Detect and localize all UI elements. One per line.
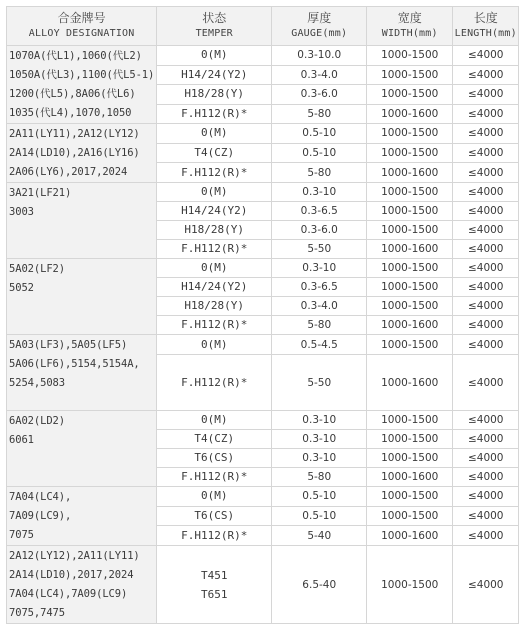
width-cell: 1000-1600 — [367, 316, 453, 335]
alloy-line: 3A21(LF21) — [9, 187, 72, 199]
table-row — [7, 46, 519, 66]
temper-cell: T6(CS) — [157, 449, 272, 468]
width-cell: 1000-1500 — [367, 46, 453, 66]
width-cell: 1000-1500 — [367, 143, 453, 163]
length-cell: ≤4000 — [453, 430, 519, 449]
alloy-line: 3003 — [9, 206, 34, 218]
width-cell: 1000-1500 — [367, 259, 453, 278]
temper-cell: F.H112(R)* — [157, 316, 272, 335]
alloy-line: 6A02(LD2) — [9, 415, 65, 427]
temper-cell: T6(CS) — [157, 506, 272, 526]
gauge-cell: 5-80 — [272, 104, 367, 124]
temper-cell: H18/28(Y) — [157, 221, 272, 240]
length-cell: ≤4000 — [453, 259, 519, 278]
gauge-cell: 0.3-10 — [272, 183, 367, 202]
alloy-line: 2A11(LY11),2A12(LY12) — [9, 128, 140, 140]
alloy-line: 7A04(LC4), — [9, 491, 72, 503]
length-cell: ≤4000 — [453, 355, 519, 411]
temper-cell: T4(CZ) — [157, 143, 272, 163]
length-cell: ≤4000 — [453, 85, 519, 105]
width-cell: 1000-1500 — [367, 297, 453, 316]
length-cell: ≤4000 — [453, 221, 519, 240]
width-cell: 1000-1600 — [367, 163, 453, 183]
alloy-line: 5052 — [9, 282, 34, 294]
alloy-cell — [7, 546, 157, 624]
temper-cell: F.H112(R)* — [157, 104, 272, 124]
table-row — [7, 487, 519, 507]
alloy-line: 2A14(LD10),2A16(LY16) — [9, 147, 140, 159]
width-cell: 1000-1500 — [367, 183, 453, 202]
gauge-cell: 5-50 — [272, 355, 367, 411]
spec-table — [6, 6, 519, 624]
gauge-cell: 5-80 — [272, 316, 367, 335]
length-cell: ≤4000 — [453, 104, 519, 124]
table-row — [7, 124, 519, 144]
temper-cell: 0(M) — [157, 124, 272, 144]
temper-cell: F.H112(R)* — [157, 468, 272, 487]
width-cell: 1000-1500 — [367, 487, 453, 507]
width-cell: 1000-1600 — [367, 240, 453, 259]
temper-cell — [157, 546, 272, 624]
length-cell: ≤4000 — [453, 240, 519, 259]
length-cell: ≤4000 — [453, 449, 519, 468]
length-cell: ≤4000 — [453, 183, 519, 202]
length-cell: ≤4000 — [453, 278, 519, 297]
width-cell: 1000-1500 — [367, 202, 453, 221]
alloy-line: 2A14(LD10),2017,2024 — [9, 569, 134, 581]
alloy-line: 5A06(LF6),5154,5154A, — [9, 358, 140, 370]
alloy-cell — [7, 46, 157, 124]
alloy-line: 7075 — [9, 529, 34, 541]
width-cell: 1000-1600 — [367, 468, 453, 487]
length-cell: ≤4000 — [453, 335, 519, 355]
gauge-header: 厚度 GAUGE(mm) — [272, 7, 367, 46]
gauge-cell: 5-80 — [272, 468, 367, 487]
alloy-line: 5A02(LF2) — [9, 263, 65, 275]
temper-cell: 0(M) — [157, 487, 272, 507]
alloy-line: 1050A(代L3),1100(代L5-1) — [9, 69, 155, 81]
gauge-cell: 0.3-4.0 — [272, 297, 367, 316]
alloy-line: 2A06(LY6),2017,2024 — [9, 166, 128, 178]
width-cell: 1000-1500 — [367, 65, 453, 85]
alloy-cell — [7, 411, 157, 487]
temper-line: T651 — [200, 587, 228, 601]
table-row — [7, 259, 519, 278]
width-cell: 1000-1500 — [367, 221, 453, 240]
temper-cell: H14/24(Y2) — [157, 202, 272, 221]
temper-header: 状态 TEMPER — [157, 7, 272, 46]
width-cell: 1000-1500 — [367, 449, 453, 468]
alloy-line: 1070A(代L1),1060(代L2) — [9, 50, 142, 62]
gauge-cell: 0.3-6.5 — [272, 202, 367, 221]
gauge-cell: 6.5-40 — [272, 546, 367, 624]
gauge-cell: 0.3-10.0 — [272, 46, 367, 66]
temper-cell: F.H112(R)* — [157, 163, 272, 183]
temper-cell: T4(CZ) — [157, 430, 272, 449]
length-cell: ≤4000 — [453, 526, 519, 546]
alloy-line: 1200(代L5),8A06(代L6) — [9, 88, 136, 100]
width-cell: 1000-1500 — [367, 546, 453, 624]
table-row — [7, 183, 519, 202]
gauge-cell: 0.5-10 — [272, 143, 367, 163]
gauge-cell: 0.5-10 — [272, 487, 367, 507]
gauge-cell: 0.3-10 — [272, 411, 367, 430]
alloy-line: 5254,5083 — [9, 377, 65, 389]
temper-cell: F.H112(R)* — [157, 526, 272, 546]
header-row — [7, 7, 519, 46]
temper-cell: 0(M) — [157, 46, 272, 66]
temper-cell: F.H112(R)* — [157, 240, 272, 259]
width-cell: 1000-1600 — [367, 355, 453, 411]
length-cell: ≤4000 — [453, 487, 519, 507]
gauge-cell: 5-80 — [272, 163, 367, 183]
width-cell: 1000-1500 — [367, 411, 453, 430]
temper-cell: 0(M) — [157, 259, 272, 278]
gauge-cell: 0.3-6.0 — [272, 85, 367, 105]
length-cell: ≤4000 — [453, 297, 519, 316]
temper-cell: 0(M) — [157, 335, 272, 355]
alloy-cell — [7, 335, 157, 411]
gauge-cell: 5-50 — [272, 240, 367, 259]
alloy-cell — [7, 259, 157, 335]
temper-line: T451 — [200, 568, 228, 582]
temper-cell: F.H112(R)* — [157, 355, 272, 411]
gauge-cell: 0.3-6.0 — [272, 221, 367, 240]
length-cell: ≤4000 — [453, 65, 519, 85]
alloy-line: 6061 — [9, 434, 34, 446]
alloy-line: 7075,7475 — [9, 607, 65, 619]
length-cell: ≤4000 — [453, 411, 519, 430]
gauge-cell: 0.3-10 — [272, 259, 367, 278]
width-cell: 1000-1500 — [367, 506, 453, 526]
alloy-line: 7A04(LC4),7A09(LC9) — [9, 588, 128, 600]
temper-cell: 0(M) — [157, 411, 272, 430]
length-cell: ≤4000 — [453, 163, 519, 183]
width-cell: 1000-1600 — [367, 526, 453, 546]
alloy-line: 7A09(LC9), — [9, 510, 72, 522]
length-cell: ≤4000 — [453, 506, 519, 526]
length-cell: ≤4000 — [453, 316, 519, 335]
length-cell: ≤4000 — [453, 46, 519, 66]
width-cell: 1000-1600 — [367, 104, 453, 124]
length-cell: ≤4000 — [453, 546, 519, 624]
width-header: 宽度 WIDTH(mm) — [367, 7, 453, 46]
table-row — [7, 411, 519, 430]
gauge-cell: 0.3-6.5 — [272, 278, 367, 297]
length-cell: ≤4000 — [453, 468, 519, 487]
gauge-cell: 0.5-4.5 — [272, 335, 367, 355]
gauge-cell: 0.3-10 — [272, 449, 367, 468]
temper-cell: 0(M) — [157, 183, 272, 202]
width-cell: 1000-1500 — [367, 278, 453, 297]
spec-body — [7, 46, 519, 624]
alloy-cell — [7, 487, 157, 546]
alloy-line: 2A12(LY12),2A11(LY11) — [9, 550, 140, 562]
width-cell: 1000-1500 — [367, 430, 453, 449]
temper-cell: H14/24(Y2) — [157, 278, 272, 297]
table-row — [7, 546, 519, 624]
temper-cell: H18/28(Y) — [157, 297, 272, 316]
gauge-cell: 0.3-4.0 — [272, 65, 367, 85]
alloy-cell — [7, 183, 157, 259]
table-row — [7, 335, 519, 355]
temper-cell: H18/28(Y) — [157, 85, 272, 105]
width-cell: 1000-1500 — [367, 124, 453, 144]
alloy-line: 1035(代L4),1070,1050 — [9, 107, 132, 119]
width-cell: 1000-1500 — [367, 85, 453, 105]
width-cell: 1000-1500 — [367, 335, 453, 355]
alloy-cell — [7, 124, 157, 183]
gauge-cell: 0.3-10 — [272, 430, 367, 449]
gauge-cell: 5-40 — [272, 526, 367, 546]
length-cell: ≤4000 — [453, 143, 519, 163]
length-cell: ≤4000 — [453, 202, 519, 221]
alloy-header: 合金牌号 ALLOY DESIGNATION — [7, 7, 157, 46]
alloy-line: 5A03(LF3),5A05(LF5) — [9, 339, 128, 351]
length-cell: ≤4000 — [453, 124, 519, 144]
length-header: 长度 LENGTH(mm) — [453, 7, 519, 46]
gauge-cell: 0.5-10 — [272, 124, 367, 144]
gauge-cell: 0.5-10 — [272, 506, 367, 526]
temper-cell: H14/24(Y2) — [157, 65, 272, 85]
